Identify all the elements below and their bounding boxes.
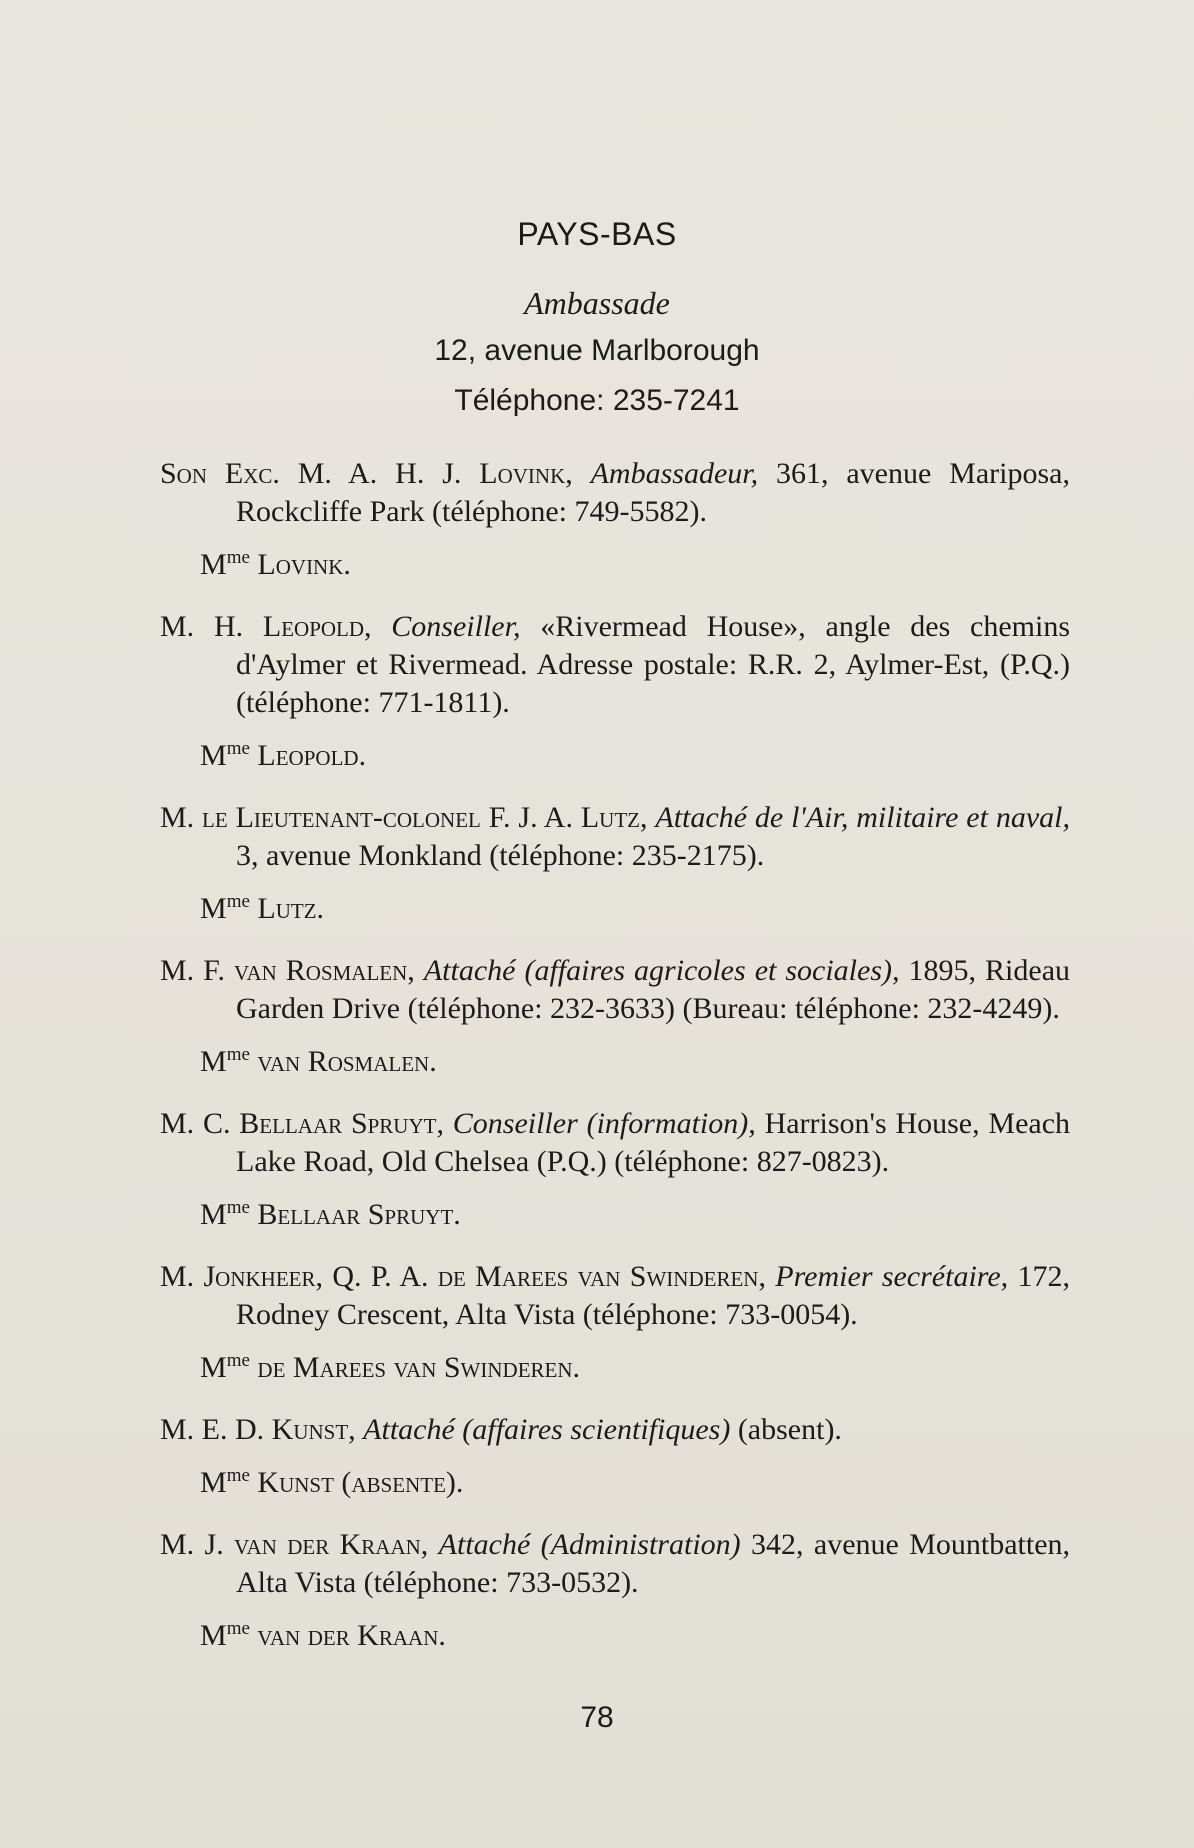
spouse-title: me	[226, 1350, 250, 1371]
staff-entry	[160, 455, 1070, 531]
staff-name: M. C. Bellaar Spruyt,	[160, 1107, 444, 1140]
spouse-entry: $M^{me}$ Bellaar Spruyt.	[200, 1197, 461, 1231]
staff-name: M. Jonkheer, Q. P. A. de Marees van Swinderen,	[160, 1260, 766, 1293]
spouse-name: Lovink.	[257, 548, 351, 581]
spouse-entry: $M^{me}$ Kunst (absente).	[200, 1465, 464, 1499]
embassy-address: 12, avenue Marlborough	[434, 334, 760, 367]
page-title: PAYS-BAS	[517, 216, 677, 252]
embassy-phone: Téléphone: 235-7241	[454, 384, 740, 417]
staff-role: Ambassadeur,	[590, 457, 759, 490]
spouse-entry: $M^{me}$ de Marees van Swinderen.	[200, 1350, 581, 1384]
spouse-title: me	[226, 891, 250, 912]
spouse-name: Lutz.	[257, 892, 325, 925]
staff-role: Attaché de l'Air, militaire et naval,	[655, 801, 1070, 834]
staff-role: Attaché (Administration)	[438, 1528, 741, 1561]
staff-name: Son Exc. M. A. H. J. Lovink,	[160, 457, 573, 490]
spouse-title: me	[226, 1618, 250, 1639]
spouse-title: me	[226, 1465, 250, 1486]
spouse-name: van der Kraan.	[257, 1619, 446, 1652]
staff-entry	[160, 952, 1070, 1028]
spouse-title: me	[226, 1044, 250, 1065]
staff-entry	[160, 608, 1070, 722]
staff-details: 3, avenue Monkland (téléphone: 235-2175).	[236, 839, 765, 872]
staff-details: 1895, Rideau Garden Drive (téléphone: 232-3633) (Bureau: téléphone: 232-4249).	[236, 954, 1071, 1025]
staff-details: 361, avenue Mariposa, Rockcliffe Park (téléphone: 749-5582).	[236, 457, 1070, 528]
spouse-entry: $M^{me}$ van der Kraan.	[200, 1618, 446, 1652]
spouse-entry: $M^{me}$ van Rosmalen.	[200, 1044, 437, 1078]
spouse-entry: $M^{me}$ Lovink.	[200, 547, 351, 581]
staff-name: M. H. Leopold,	[160, 610, 372, 643]
page-subtitle: Ambassade	[524, 285, 670, 321]
staff-role: Attaché (affaires agricoles et sociales),	[423, 954, 900, 987]
staff-name: M. le Lieutenant-colonel F. J. A. Lutz,	[160, 801, 648, 834]
spouse-title: me	[226, 547, 250, 568]
staff-role: Conseiller (information),	[452, 1107, 756, 1140]
staff-name: M. F. van Rosmalen,	[160, 954, 415, 987]
staff-name: M. E. D. Kunst,	[160, 1413, 356, 1446]
spouse-name: de Marees van Swinderen.	[257, 1351, 581, 1384]
spouse-entry: $M^{me}$ Leopold.	[200, 738, 367, 772]
page-number: 78	[580, 1701, 614, 1734]
staff-name: M. J. van der Kraan,	[160, 1528, 429, 1561]
spouse-title: me	[226, 738, 250, 759]
staff-role: Premier secrétaire,	[775, 1260, 1009, 1293]
staff-role: Conseiller,	[391, 610, 521, 643]
staff-details: Harrison's House, Meach Lake Road, Old Chelsea (P.Q.) (téléphone: 827-0823).	[236, 1107, 1071, 1178]
staff-entry	[160, 799, 1070, 875]
staff-role: Attaché (affaires scientifiques)	[363, 1413, 731, 1446]
staff-details: (absent).	[737, 1413, 842, 1446]
spouse-entry: $M^{me}$ Lutz.	[200, 891, 325, 925]
spouse-title: me	[226, 1197, 250, 1218]
staff-details: 342, avenue Mountbatten, Alta Vista (téléphone: 733-0532).	[236, 1528, 1071, 1599]
spouse-name: Kunst (absente).	[257, 1466, 464, 1499]
spouse-name: Leopold.	[257, 739, 367, 772]
staff-entry	[160, 1526, 1070, 1602]
spouse-name: van Rosmalen.	[257, 1045, 437, 1078]
spouse-name: Bellaar Spruyt.	[257, 1198, 461, 1231]
staff-details: 172, Rodney Crescent, Alta Vista (téléphone: 733-0054).	[236, 1260, 1070, 1331]
staff-details: «Rivermead House», angle des chemins d'Aylmer et Rivermead. Adresse postale: R.R. 2, Aylmer-Est, (P.Q.) (téléphone: 771-1811).	[236, 610, 1070, 719]
staff-entry	[160, 1258, 1070, 1334]
staff-entry	[160, 1105, 1070, 1181]
staff-entry	[160, 1411, 1070, 1449]
staff-list	[160, 455, 1070, 1679]
